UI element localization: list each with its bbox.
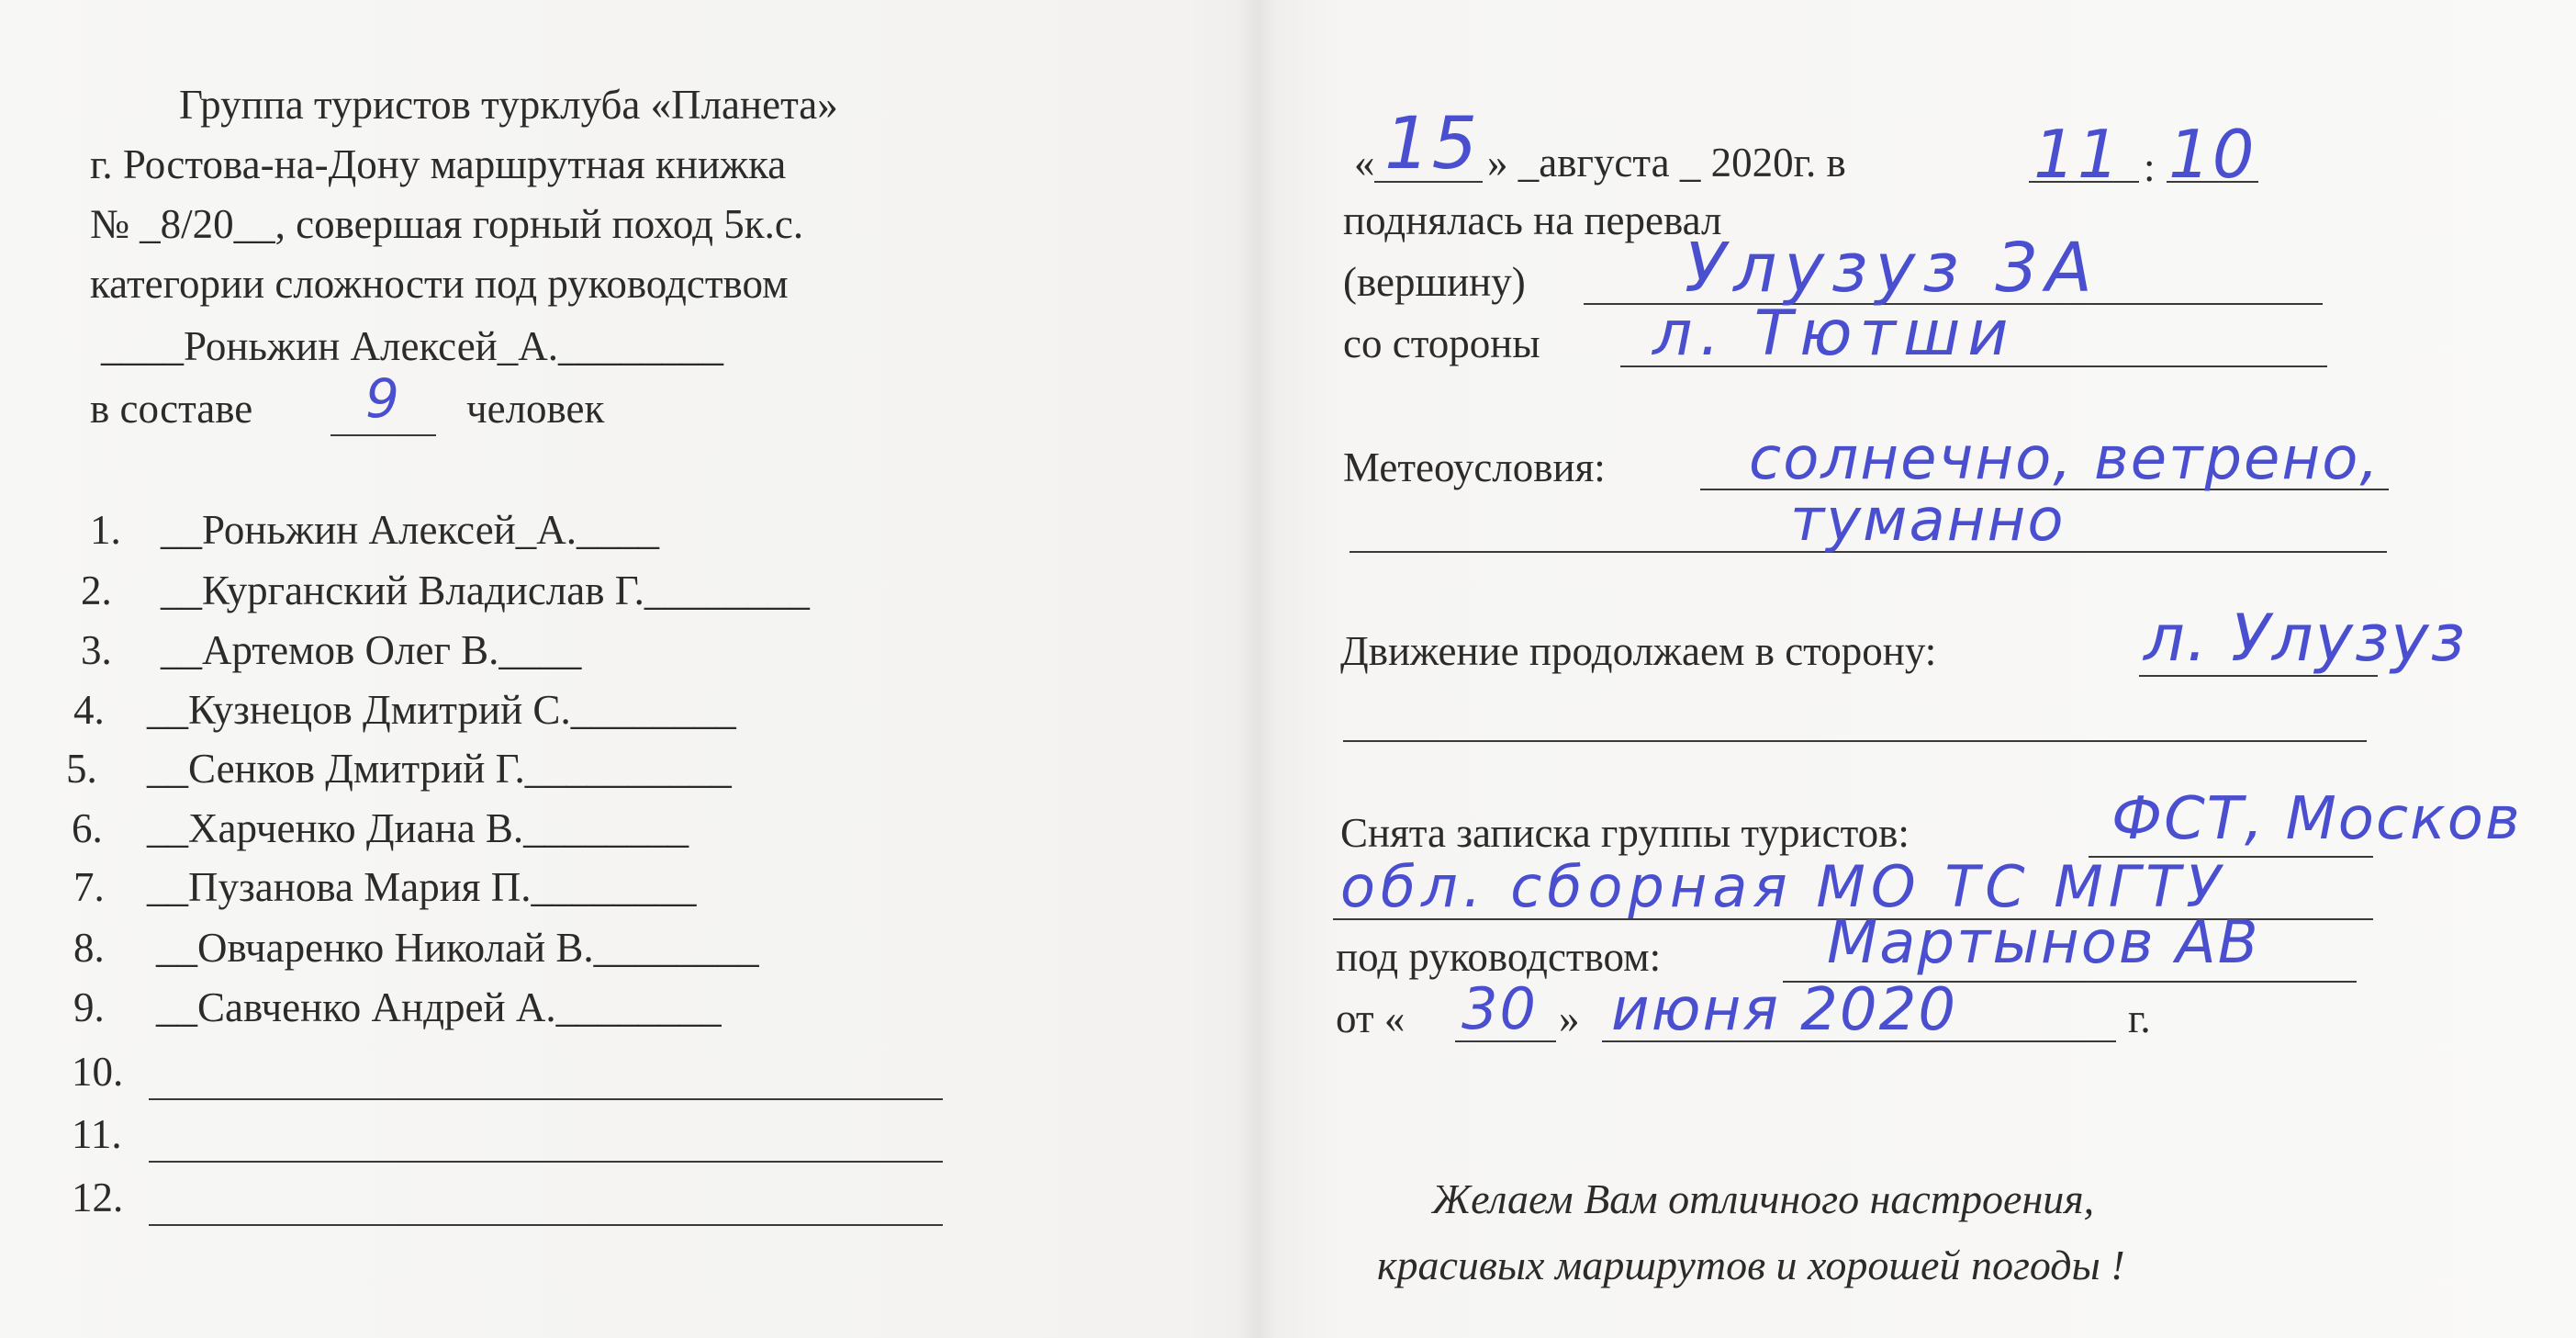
composition-suffix: человек [466,386,605,432]
member-number: 12. [72,1175,124,1220]
side-value: л. Тютши [1652,298,2016,370]
composition-underline [330,434,436,436]
member-number: 8. [73,925,105,971]
from-prefix: от « [1336,995,1406,1041]
header-line-3: № _8/20__, совершая горный поход 5к.с. [90,201,804,247]
leader-label: под руководством: [1336,934,1662,980]
day-value: 15 [1384,103,1480,186]
closing-line-2: красивых маршрутов и хорошей погоды ! [1377,1242,2125,1288]
from-mid: » [1559,995,1580,1041]
member-name: __Кузнецов Дмитрий С.________ [147,687,736,733]
blank-line [149,1161,943,1163]
composition-prefix: в составе [90,386,253,432]
composition-count: 9 [365,367,401,430]
member-name: __Харченко Диана В.________ [147,805,689,851]
member-name: __Овчаренко Николай В.________ [156,925,759,971]
blank-line [149,1224,943,1226]
leader-line: ____Роньжин Алексей_А.________ [101,323,724,369]
summit-label: (вершину) [1343,259,1526,305]
note-label: Снята записка группы туристов: [1340,810,1910,856]
page-fold [1239,0,1276,1338]
summit-value: Улузуз 3А [1685,229,2100,308]
bleed-through-text [1221,1286,1231,1332]
direction-label: Движение продолжаем в сторону: [1340,628,1937,674]
member-number: 11. [72,1111,122,1157]
member-number: 1. [90,507,121,553]
from-month-year: июня 2020 [1611,976,1958,1044]
weather-value-2: туманно [1790,487,2066,555]
time-separator: : [2144,144,2156,190]
member-name: __Артемов Олег В.____ [161,627,582,673]
from-suffix: г. [2128,995,2151,1041]
hour-value: 11 [2033,116,2122,193]
member-number: 5. [66,746,97,792]
member-number: 4. [73,687,105,733]
member-number: 3. [81,627,112,673]
note-value-1: ФСТ, Москов [2111,785,2522,853]
header-line-1: Группа туристов турклуба «Планета» [179,82,838,128]
member-number: 9. [73,984,105,1030]
member-name: __Курганский Владислав Г.________ [161,568,810,613]
leader-value: Мартынов АВ [1827,909,2260,977]
header-line-2: г. Ростова-на-Дону маршрутная книжка [90,141,787,187]
direction-value: л. Улузуз [2144,601,2467,676]
minute-value: 10 [2168,116,2257,193]
header-line-4: категории сложности под руководством [90,261,789,307]
member-name: __Пузанова Мария П.________ [147,864,697,910]
weather-label: Метеоусловия: [1343,444,1606,490]
direction-underline-2 [1343,740,2367,742]
member-name: __Сенков Дмитрий Г.__________ [147,746,732,792]
member-number: 6. [72,805,103,851]
member-number: 7. [73,864,105,910]
member-number: 10. [72,1049,124,1095]
date-mid: » _августа _ 2020г. в [1487,140,1846,186]
member-name: __Роньжин Алексей_А.____ [161,507,660,553]
weather-value-1: солнечно, ветрено, [1749,425,2380,493]
member-name: __Савченко Андрей А.________ [156,984,722,1030]
ascended-line: поднялась на перевал [1343,197,1722,243]
side-label: со стороны [1343,320,1540,366]
from-day-value: 30 [1462,975,1538,1042]
date-open: « [1354,140,1375,186]
closing-line-1: Желаем Вам отличного настроения, [1432,1175,2095,1222]
note-value-2: обл. сборная МО ТС МГТУ [1340,853,2226,920]
member-number: 2. [81,568,112,613]
blank-line [149,1098,943,1100]
